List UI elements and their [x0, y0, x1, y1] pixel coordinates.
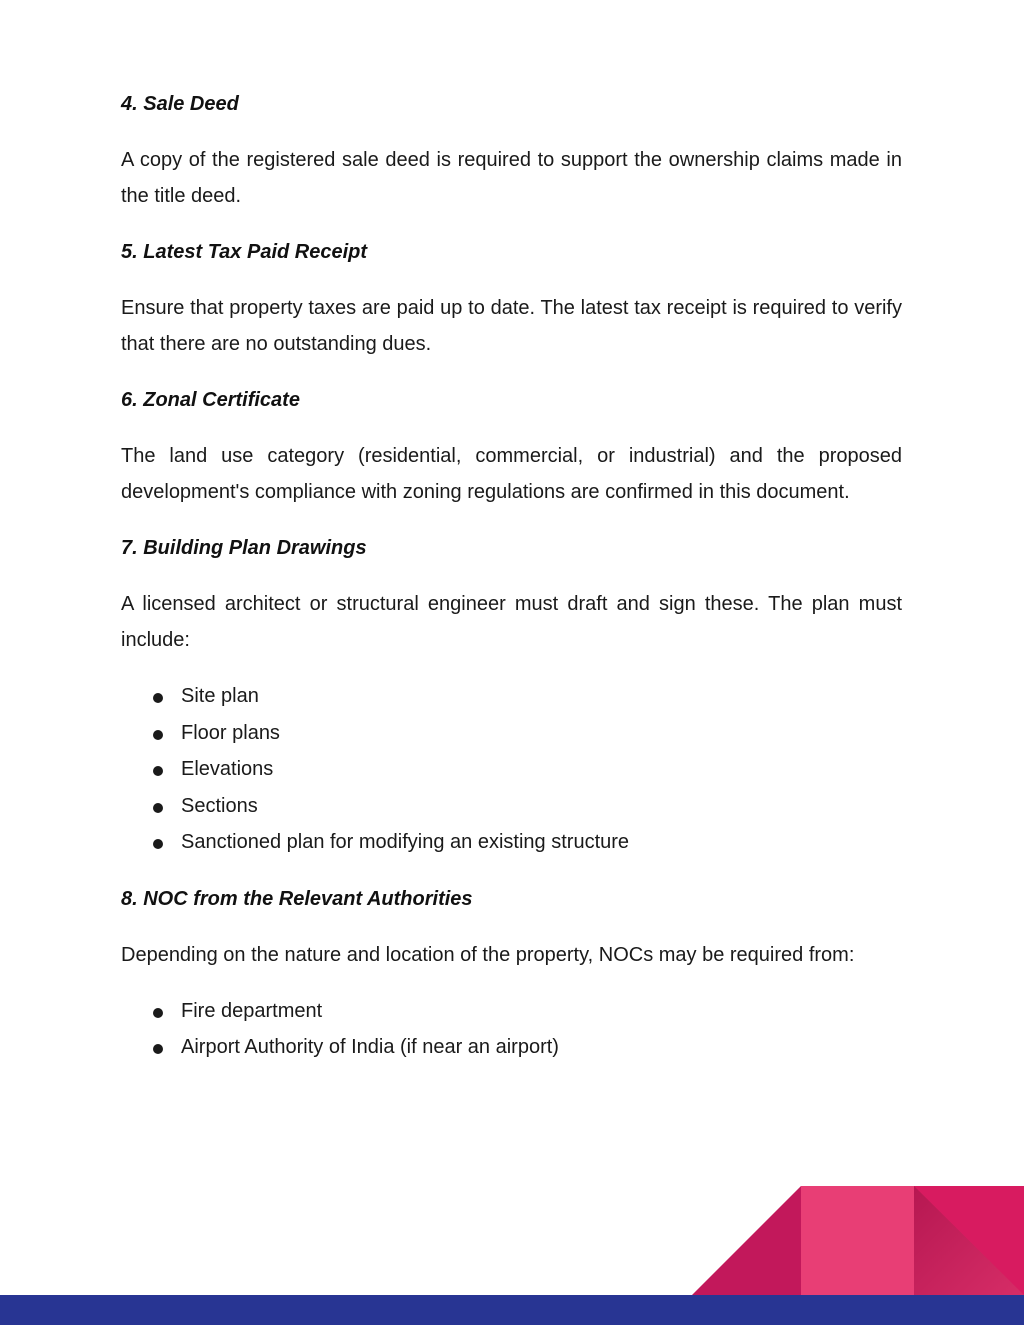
bullet-list [121, 993, 902, 1066]
section-building-plan [121, 530, 902, 861]
document-body [121, 86, 902, 1086]
bullet-icon [153, 1044, 163, 1054]
section-zonal-certificate [121, 382, 902, 510]
list-item [121, 993, 902, 1030]
section-paragraph: A licensed architect or structural engineer must draft and sign these. The plan must include: [121, 593, 902, 651]
bullet-icon [153, 766, 163, 776]
section-paragraph: The land use category (residential, commercial, or industrial) and the proposed development's compliance with zoning regulations are confirmed in this document. [121, 445, 902, 503]
list-item-text: Elevations [181, 758, 274, 780]
section-heading: 5. Latest Tax Paid Receipt [121, 241, 368, 263]
bullet-icon [153, 803, 163, 813]
section-tax-receipt [121, 234, 902, 362]
list-item-text: Fire department [181, 999, 323, 1022]
section-heading: 7. Building Plan Drawings [121, 537, 367, 559]
list-item-text: Floor plans [181, 721, 280, 744]
bullet-icon [153, 693, 163, 703]
list-item-text: Airport Authority of India (if near an airport) [181, 1036, 559, 1058]
list-item-text: Sections [181, 794, 258, 817]
section-heading: 4. Sale Deed [121, 93, 239, 115]
list-item [121, 1029, 902, 1066]
list-item-text: Site plan [181, 685, 259, 707]
decor-square-right [914, 1186, 1024, 1295]
decor-fold-shadow [914, 1186, 1024, 1295]
decor-triangle-left [692, 1186, 801, 1295]
list-item [121, 788, 902, 825]
section-heading: 8. NOC from the Relevant Authorities [121, 887, 473, 910]
bullet-icon [153, 730, 163, 740]
section-paragraph: Ensure that property taxes are paid up to date. The latest tax receipt is required to verify that there are no outstanding dues. [121, 297, 902, 355]
list-item-text: Sanctioned plan for modifying an existing structure [181, 831, 630, 853]
section-paragraph: A copy of the registered sale deed is required to support the ownership claims made in the title deed. [121, 149, 902, 207]
list-item [121, 715, 902, 752]
bullet-icon [153, 839, 163, 849]
section-heading: 6. Zonal Certificate [121, 389, 300, 411]
list-item [121, 678, 902, 715]
footer-bar [0, 1295, 1024, 1325]
section-sale-deed [121, 86, 902, 214]
list-item [121, 824, 902, 861]
section-noc [121, 881, 902, 1066]
bullet-icon [153, 1008, 163, 1018]
section-paragraph: Depending on the nature and location of the property, NOCs may be required from: [121, 943, 855, 966]
list-item [121, 751, 902, 788]
decor-square-pink [801, 1186, 914, 1295]
bullet-list [121, 678, 902, 861]
